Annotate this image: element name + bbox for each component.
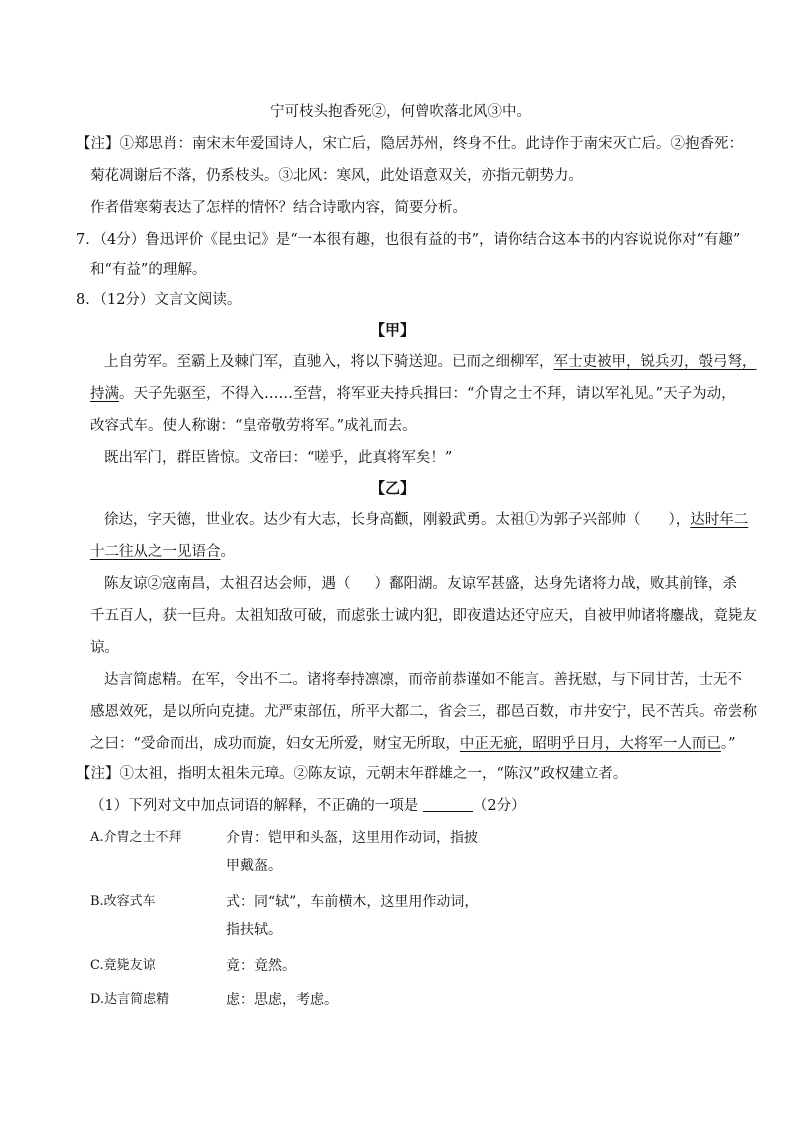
poem-note-line-2: 菊花凋谢后不落，仍系枝头。③北风：寒风，此处语意双关，亦指元朝势力。	[90, 168, 583, 184]
text-segment: 。”	[720, 736, 736, 752]
poem-last-line: 宁可枝头抱香死②，何曾吹落北风③中。	[270, 104, 531, 120]
question-7-line-1: 7．（4分）鲁迅评价《昆虫记》是“一本很有趣，也很有益的书”，请你结合这本书的内容说说你对“有趣”	[76, 232, 741, 248]
passage-yi-line-7: 感恩效死，是以所向克捷。尤严束部伍，所平大都二，省会三，郡邑百数，市井安宁，民不苦兵。帝尝称	[90, 704, 757, 720]
underlined-sentence: 十二往从之一见语合	[90, 544, 221, 560]
passage-jia-line-4: 既出军门，群臣皆惊。文帝曰：“嗟乎，此真将军矣！”	[104, 450, 453, 466]
option-c-label: C.竟毙友谅	[90, 958, 156, 973]
underlined-sentence: 中正无疵，昭明乎日月，大将军一人而已	[459, 736, 721, 752]
option-b-label: B.改容式车	[90, 894, 156, 909]
text-segment: 之曰：“受命而出，成功而旋，妇女无所爱，财宝无所取，	[90, 736, 460, 752]
passage-yi-line-2	[90, 542, 235, 562]
underlined-sentence: 持满	[90, 386, 119, 402]
option-d-text-1: 虑：思虑，考虑。	[226, 992, 338, 1008]
passage-yi-line-6: 达言简虑精。在军，令出不二。诸将奉持凛凛，而帝前恭谨如不能言。善抚慰，与下同甘苦，士无不	[104, 672, 742, 688]
passage-yi-title: 【乙】	[370, 479, 416, 497]
passage-jia-title: 【甲】	[370, 321, 416, 339]
question-7-line-2: 和“有益”的理解。	[90, 262, 207, 278]
text-segment: 。天子先驱至，不得入……至营，将军亚夫持兵揖曰：“介胄之士不拜，请以军礼见。”天子为动，	[119, 386, 736, 402]
passage-yi-line-3	[104, 574, 737, 594]
poem-note-line-1: 【注】①郑思肖：南宋末年爱国诗人，宋亡后，隐居苏州，终身不仕。此诗作于南宋灭亡后。②抱香死：	[76, 136, 743, 152]
passage-yi-line-5: 谅。	[90, 640, 119, 656]
text-segment: 陈友谅②寇南昌，太祖召达会师，遇（	[104, 576, 351, 592]
text-segment: ）鄱阳湖。友谅军甚盛，达身先诸将力战，败其前锋，杀	[374, 576, 737, 592]
question-6-prompt: 作者借寒菊表达了怎样的情怀？结合诗歌内容，简要分析。	[90, 200, 467, 216]
passage-yi-line-8	[90, 734, 736, 754]
option-b-text-2: 指扶轼。	[226, 922, 282, 938]
text-segment: （1）下列对文中加点词语的解释，不正确的一项是	[90, 798, 419, 814]
passage-yi-line-4: 千五百人，获一巨舟。太祖知敌可破，而虑张士诚内犯，即夜遣达还守应天，自被甲帅诸将鏖战，竟毙友	[90, 608, 757, 624]
passage-note: 【注】①太祖，指明太祖朱元璋。②陈友谅，元朝末年群雄之一，“陈汉”政权建立者。	[76, 766, 628, 782]
option-a-text-2: 甲戴盔。	[226, 858, 282, 874]
text-segment: （2分）	[472, 798, 526, 814]
text-segment: 。	[220, 544, 235, 560]
passage-jia-line-3: 改容式车。使人称谢：“皇帝敬劳将军。”成礼而去。	[90, 418, 417, 434]
text-segment: ），	[668, 512, 691, 528]
option-a-text-1: 介胄：铠甲和头盔，这里用作动词，指披	[226, 830, 478, 846]
passage-jia-line-2	[90, 384, 736, 404]
question-8-header: 8．（12分）文言文阅读。	[76, 292, 242, 308]
answer-blank	[423, 797, 473, 812]
text-segment: 徐达，字天德，世业农。达少有大志，长身高颧，刚毅武勇。太祖①为郭子兴部帅（	[104, 512, 641, 528]
text-segment: 上自劳军。至霸上及棘门军，直驰入，将以下骑送迎。已而之细柳军，	[104, 354, 554, 370]
option-c-text-1: 竟：竟然。	[226, 958, 296, 974]
option-b-text-1: 式：同“轼”，车前横木，这里用作动词，	[226, 894, 479, 910]
underlined-sentence: 军士吏被甲，锐兵刃，彀弓弩，	[553, 354, 757, 370]
passage-jia-line-1	[104, 352, 757, 372]
option-d-label: D.达言简虑精	[90, 992, 170, 1007]
passage-yi-line-1	[104, 510, 748, 530]
option-a-label: A.介胄之士不拜	[90, 830, 182, 845]
underlined-sentence: 达时年二	[690, 512, 749, 528]
sub-question-1-prompt	[90, 796, 526, 816]
